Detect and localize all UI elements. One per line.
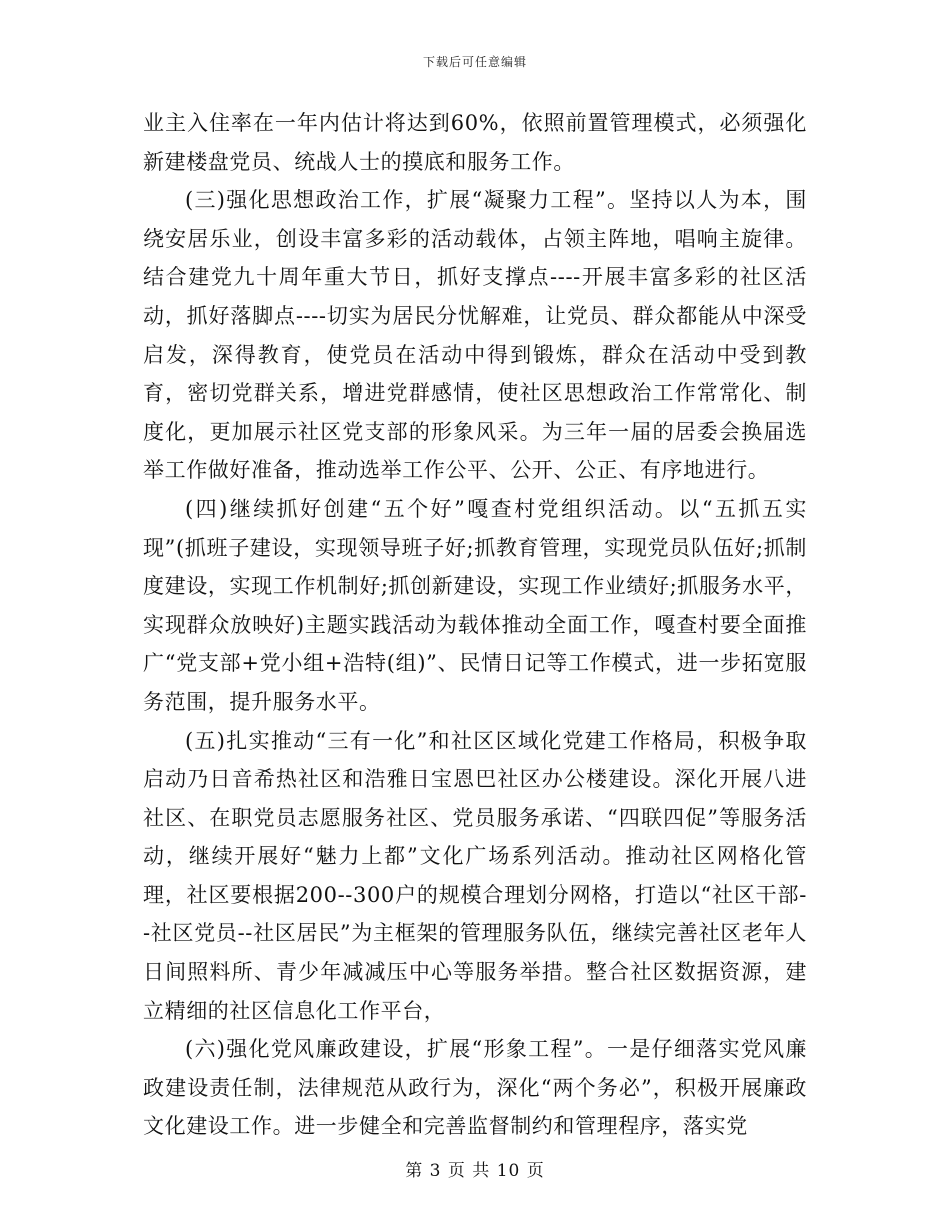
page-number-footer: 第 3 页 共 10 页	[405, 1161, 545, 1181]
document-body	[143, 104, 807, 1146]
paragraph-continued: 业主入住率在一年内估计将达到60%，依照前置管理模式，必须强化新建楼盘党员、统战人士的摸底和服务工作。	[143, 111, 807, 174]
paragraph-section-5: (五)扎实推动“三有一化”和社区区域化党建工作格局，积极争取启动乃日音希热社区和浩雅日宝恩巴社区办公楼建设。深化开展八进社区、在职党员志愿服务社区、党员服务承诺、“四联四促”等服务活动，继续开展好“魅力上都”文化广场系列活动。推动社区网格化管理，社区要根据200--300户的规模合理划分网格，打造以“社区干部--社区党员--社区居民”为主框架的管理服务队伍，继续完善社区老年人日间照料所、青少年减减压中心等服务举措。整合社区数据资源，建立精细的社区信息化工作平台，	[143, 728, 807, 1023]
paragraph-section-6: (六)强化党风廉政建设，扩展“形象工程”。一是仔细落实党风廉政建设责任制，法律规范从政行为，深化“两个务必”，积极开展廉政文化建设工作。进一步健全和完善监督制约和管理程序，落实党	[143, 1037, 807, 1139]
page-header-note: 下载后可任意编辑	[422, 55, 527, 69]
paragraph-section-4: (四)继续抓好创建“五个好”嘎查村党组织活动。以“五抓五实现”(抓班子建设，实现领导班子好;抓教育管理，实现党员队伍好;抓制度建设，实现工作机制好;抓创新建设，实现工作业绩好;抓服务水平，实现群众放映好)主题实践活动为载体推动全面工作，嘎查村要全面推广“党支部+党小组+浩特(组)”、民情日记等工作模式，进一步拓宽服务范围，提升服务水平。	[143, 496, 807, 714]
paragraph-section-3: (三)强化思想政治工作，扩展“凝聚力工程”。坚持以人为本，围绕安居乐业，创设丰富多彩的活动载体，占领主阵地，唱响主旋律。结合建党九十周年重大节日，抓好支撑点----开展丰富多彩的社区活动，抓好落脚点----切实为居民分忧解难，让党员、群众都能从中深受启发，深得教育，使党员在活动中得到锻炼，群众在活动中受到教育，密切党群关系，增进党群感情，使社区思想政治工作常常化、制度化，更加展示社区党支部的形象风采。为三年一届的居委会换届选举工作做好准备，推动选举工作公平、公开、公正、有序地进行。	[143, 188, 807, 483]
